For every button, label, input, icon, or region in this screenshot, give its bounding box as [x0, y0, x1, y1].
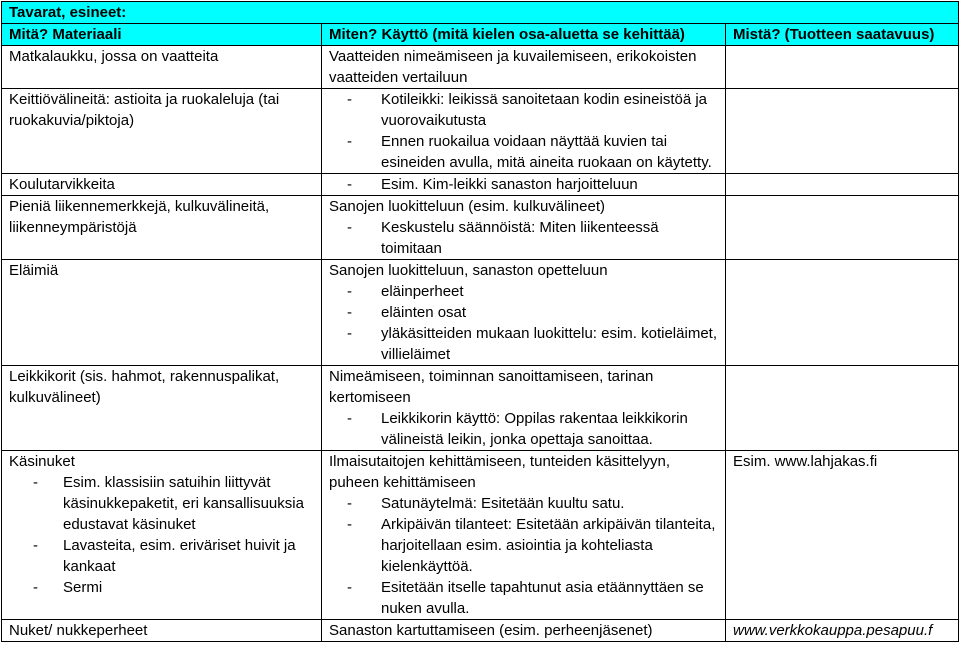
list-item — [329, 281, 721, 302]
list-item-text: Esim. Kim-leikki sanaston harjoitteluun — [381, 176, 638, 193]
list-item — [329, 408, 721, 450]
document-page — [0, 1, 959, 667]
usage-intro: Sanojen luokitteluun (esim. kulkuvälineet) — [329, 198, 605, 215]
usage-intro: Sanojen luokitteluun, sanaston opetteluun — [329, 262, 608, 279]
source-cell — [726, 89, 959, 174]
table-row — [2, 260, 959, 366]
usage-cell — [322, 196, 726, 260]
list-dash: - — [347, 91, 352, 108]
list-item — [329, 174, 721, 195]
list-item — [329, 217, 721, 259]
list-dash: - — [347, 176, 352, 193]
list-item-text: eläinperheet — [381, 283, 464, 300]
table-row — [2, 89, 959, 174]
list-item — [329, 302, 721, 323]
usage-intro: Vaatteiden nimeämiseen ja kuvailemiseen, erikokoisten vaatteiden vertailuun — [329, 48, 697, 86]
table-row — [2, 174, 959, 196]
list-item-text: Kotileikki: leikissä sanoitetaan kodin esineistöä ja vuorovaikutusta — [381, 91, 708, 129]
table-row — [2, 366, 959, 451]
list-dash: - — [347, 579, 352, 596]
usage-intro: Ilmaisutaitojen kehittämiseen, tunteiden käsittelyyn, puheen kehittämiseen — [329, 453, 671, 491]
material-cell: Matkalaukku, jossa on vaatteita — [2, 46, 322, 89]
material-cell — [2, 451, 322, 620]
usage-cell — [322, 620, 726, 642]
source-cell — [726, 174, 959, 196]
list-item — [9, 472, 317, 535]
table-row — [2, 620, 959, 642]
list-dash: - — [347, 304, 352, 321]
list-item-text: Satunäytelmä: Esitetään kuultu satu. — [381, 495, 625, 512]
table-title: Tavarat, esineet: — [2, 2, 959, 24]
list-item — [329, 89, 721, 131]
list-item-text: eläinten osat — [381, 304, 467, 321]
title-row — [2, 2, 959, 24]
source-cell — [726, 196, 959, 260]
list-dash: - — [33, 537, 38, 554]
list-item — [9, 577, 317, 598]
header-col-source: Mistä? (Tuotteen saatavuus) — [726, 24, 959, 46]
list-dash: - — [347, 410, 352, 427]
material-cell: Leikkikorit (sis. hahmot, rakennuspalikat, kulkuvälineet) — [2, 366, 322, 451]
source-cell — [726, 451, 959, 620]
header-row — [2, 24, 959, 46]
list-item-text: yläkäsitteiden mukaan luokittelu: esim. kotieläimet, villieläimet — [381, 325, 717, 363]
usage-intro: Sanaston kartuttamiseen (esim. perheenjäsenet) — [329, 622, 653, 639]
list-dash: - — [347, 495, 352, 512]
header-col-usage: Miten? Käyttö (mitä kielen osa-aluetta se kehittää) — [322, 24, 726, 46]
list-item-text: Esitetään itselle tapahtunut asia etäännyttäen se nuken avulla. — [381, 579, 704, 617]
list-item-text: Arkipäivän tilanteet: Esitetään arkipäivän tilanteita, harjoitellaan esim. asiointia ja kohteliasta kielenkäyttöä. — [381, 516, 716, 575]
material-cell: Eläimiä — [2, 260, 322, 366]
source-link[interactable]: Esim. www.lahjakas.fi — [733, 453, 878, 470]
material-cell: Pieniä liikennemerkkejä, kulkuvälineitä, liikenneympäristöjä — [2, 196, 322, 260]
source-cell — [726, 260, 959, 366]
source-cell — [726, 46, 959, 89]
material-cell: Koulutarvikkeita — [2, 174, 322, 196]
list-item-text: Keskustelu säännöistä: Miten liikenteessä toimitaan — [381, 219, 659, 257]
list-item-text: Esim. klassisiin satuihin liittyvät käsinukkepaketit, eri kansallisuuksia edustavat käsinuket — [63, 474, 304, 533]
table-row — [2, 46, 959, 89]
material-cell: Keittiövälineitä: astioita ja ruokaleluja (tai ruokakuvia/piktoja) — [2, 89, 322, 174]
list-item-text: Ennen ruokailua voidaan näyttää kuvien tai esineiden avulla, mitä aineita ruokaan on käytetty. — [381, 133, 712, 171]
usage-cell — [322, 366, 726, 451]
list-item — [329, 514, 721, 577]
header-col-material: Mitä? Materiaali — [2, 24, 322, 46]
usage-cell — [322, 174, 726, 196]
materials-table — [1, 1, 959, 642]
usage-intro: Nimeämiseen, toiminnan sanoittamiseen, tarinan kertomiseen — [329, 368, 654, 406]
list-dash: - — [33, 579, 38, 596]
table-row — [2, 196, 959, 260]
list-item-text: Lavasteita, esim. eriväriset huivit ja kankaat — [63, 537, 296, 575]
table-row — [2, 451, 959, 620]
list-dash: - — [347, 133, 352, 150]
source-cell — [726, 366, 959, 451]
usage-cell — [322, 451, 726, 620]
list-item — [9, 535, 317, 577]
source-link[interactable]: www.verkkokauppa.pesapuu.f — [733, 622, 933, 639]
list-item — [329, 131, 721, 173]
list-dash: - — [347, 325, 352, 342]
list-dash: - — [33, 474, 38, 491]
list-item-text: Sermi — [63, 579, 103, 596]
usage-cell — [322, 46, 726, 89]
usage-cell — [322, 260, 726, 366]
list-dash: - — [347, 283, 352, 300]
list-item — [329, 577, 721, 619]
usage-cell — [322, 89, 726, 174]
material-cell: Nuket/ nukkeperheet — [2, 620, 322, 642]
list-item-text: Leikkikorin käyttö: Oppilas rakentaa leikkikorin välineistä leikin, jonka opettaja sanoittaa. — [381, 410, 688, 448]
list-item — [329, 323, 721, 365]
source-cell — [726, 620, 959, 642]
list-dash: - — [347, 219, 352, 236]
list-item — [329, 493, 721, 514]
material-title: Käsinuket — [9, 453, 75, 470]
list-dash: - — [347, 516, 352, 533]
